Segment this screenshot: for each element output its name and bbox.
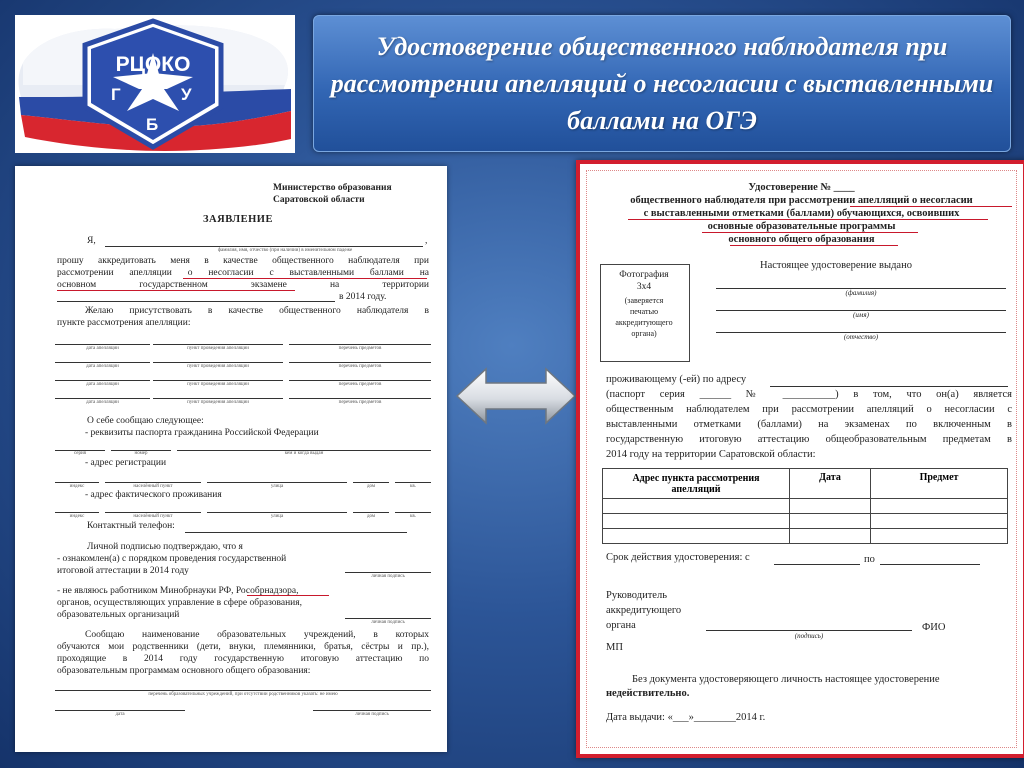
body-line-5: государственную итоговую аттестацию общеобразовательным предметам в bbox=[606, 434, 1012, 445]
inform-line-2: обучаются мои родственники (дети, внуки, племянники, братья, сёстры и пр.), bbox=[57, 642, 429, 652]
logo-letter-b: Б bbox=[146, 115, 159, 134]
para1-line-2: рассмотрении апелляции о несогласии с выставленными баллами на bbox=[57, 268, 429, 278]
certificate-heading: Удостоверение № ____ bbox=[748, 182, 855, 193]
table-header-address: Адрес пункта рассмотрения апелляций bbox=[603, 469, 790, 499]
body-line-3: общественным наблюдателем при рассмотрении апелляций о несогласии с bbox=[606, 404, 1012, 415]
confirm-line-1: Личной подписью подтверждаю, что я bbox=[87, 542, 243, 552]
ministry-line-2: Саратовской области bbox=[273, 195, 365, 205]
body-line-6: 2014 году на территории Саратовской области: bbox=[606, 449, 816, 460]
validity-label: Срок действия удостоверения: с bbox=[606, 552, 750, 563]
observer-certificate-document: Удостоверение № ____ общественного наблюдателя при рассмотрении апелляций о несогласии с выставленными отметками (баллами) обучающихся, освоивших основные образовательные программы основного общего образования Фотография 3х4 (заверяется печатью аккредитующего органа) Настоящее удостоверение выдано (фамилия) (имя) (отчество) проживающему (-ей) по адресу (паспорт серия ______ № __________) в том, что он(а) является общественным наблюдателем при рассмотрении апелляций о несогласии с выставленными отметками (баллами) на экзаменах по включенным в государственную итоговую аттестацию общеобразовательным предметам в 2014 году на территории Саратовской области: Адрес пункта рассмотрения апелляций Дата Предмет Срок действия удостоверения: с по Руководитель аккредитующего органа (подпись) ФИО МП Без документа удостоверяющего личность настоящее удостоверение недействительно. Дата выдачи: «___»________2014 г. bbox=[576, 160, 1024, 758]
head-line-1: Руководитель bbox=[606, 590, 667, 601]
certificate-sub-2: с выставленными отметками (баллами) обучающихся, освоивших bbox=[643, 208, 960, 219]
warning-text: Без документа удостоверяющего личность настоящее удостоверение bbox=[632, 674, 940, 685]
inform-line-3: проходящие в 2014 году государственную итоговую аттестацию по bbox=[57, 654, 429, 664]
body-line-4: выставленными отметками (баллами) на экзаменах по включенным в bbox=[606, 419, 1012, 430]
mp-label: МП bbox=[606, 642, 623, 653]
inform-line-4: образовательным программам основного общего образования: bbox=[57, 666, 311, 676]
table-header-subject: Предмет bbox=[871, 469, 1008, 499]
passport-label: - реквизиты паспорта гражданина Российской Федерации bbox=[85, 428, 319, 438]
not-employee-line-1: - не являюсь работником Минобрнауки РФ, Рособрнадзора, bbox=[57, 586, 299, 596]
fio-caption: фамилия, имя, отчество (при наличии) в именительном падеже bbox=[217, 248, 353, 253]
warning-invalid: недействительно. bbox=[606, 688, 690, 699]
not-employee-line-2: органов, осуществляющих управление в сфере образования, bbox=[57, 598, 303, 608]
not-employee-line-3: образовательных организаций bbox=[57, 610, 180, 620]
certificate-sub-1: общественного наблюдателя при рассмотрении апелляций о несогласии bbox=[630, 195, 973, 206]
certificate-sub-4: основного общего образования bbox=[728, 234, 875, 245]
reg-address-label: - адрес регистрации bbox=[85, 458, 167, 468]
ministry-line-1: Министерство образования bbox=[273, 183, 392, 193]
logo-letter-g: Г bbox=[111, 85, 121, 104]
para1-line-3: основном государственном экзамене на территории bbox=[57, 280, 429, 290]
issue-date: Дата выдачи: «___»________2014 г. bbox=[606, 712, 766, 723]
signature-caption: (подпись) bbox=[794, 632, 824, 640]
rcoko-logo bbox=[15, 15, 295, 153]
body-line-2: (паспорт серия ______ № __________) в том, что он(а) является bbox=[606, 389, 1012, 400]
double-arrow-icon bbox=[454, 366, 578, 426]
year-2014: в 2014 году. bbox=[339, 292, 387, 302]
validity-po: по bbox=[864, 554, 875, 565]
para1-line-1: прошу аккредитовать меня в качестве общественного наблюдателя при bbox=[57, 256, 429, 266]
head-line-3: органа bbox=[606, 620, 636, 631]
slide-title-box bbox=[313, 15, 1011, 152]
confirm-line-3: итоговой аттестации в 2014 году bbox=[57, 566, 189, 576]
about-self: О себе сообщаю следующее: bbox=[87, 416, 204, 426]
para2-line-1: Желаю присутствовать в качестве общественного наблюдателя в bbox=[85, 306, 429, 316]
issued-to: Настоящее удостоверение выдано bbox=[760, 260, 912, 271]
para2-line-2: пункте рассмотрения апелляции: bbox=[57, 318, 191, 328]
fact-address-label: - адрес фактического проживания bbox=[85, 490, 222, 500]
appeal-points-table bbox=[602, 468, 1008, 544]
slide-title: Удостоверение общественного наблюдателя при рассмотрении апелляций о несогласии с выставленными баллами на ОГЭ bbox=[330, 32, 994, 135]
head-line-2: аккредитующего bbox=[606, 605, 682, 616]
ya-label: Я, bbox=[87, 236, 96, 246]
fio-label: ФИО bbox=[922, 622, 946, 633]
table-header-date: Дата bbox=[790, 469, 871, 499]
confirm-line-2: - ознакомлен(а) с порядком проведения государственной bbox=[57, 554, 287, 564]
inform-line-1: Сообщаю наименование образовательных учреждений, в которых bbox=[85, 630, 429, 640]
logo-letter-u: У bbox=[181, 85, 192, 104]
phone-label: Контактный телефон: bbox=[87, 521, 175, 531]
application-heading: ЗАЯВЛЕНИЕ bbox=[203, 214, 273, 225]
logo-abbr: РЦОКО bbox=[115, 53, 191, 76]
body-line-1: проживающему (-ей) по адресу bbox=[606, 374, 747, 385]
application-form-document: Министерство образования Саратовской области ЗАЯВЛЕНИЕ Я, , фамилия, имя, отчество (при наличии) в именительном падеже прошу аккредитовать меня в качестве общественного наблюдателя при рассмотрении апелляции о несогласии с выставленными баллами на основном государственном экзамене на территории в 2014 году. Желаю присутствовать в качестве общественного наблюдателя в пункте рассмотрения апелляции: дата апелляции пункт проведения апелляции перечень предметов дата апелляции пункт проведения апелляции перечень предметов дата апелляции пункт проведения апелляции перечень предметов дата апелляции пункт проведения апелляции перечень предметов О себе сообщаю следующее: - реквизиты паспорта гражданина Российской Федерации серия номер кем и когда выдан - адрес регистрации индекс населённый пункт улица дом кв. - адрес фактического проживания индекс населённый пункт улица дом кв. Контактный телефон: Личной подписью подтверждаю, что я - ознакомлен(а) с порядком проведения государственной итоговой аттестации в 2014 году личная подпись - не являюсь работником Минобрнауки РФ, Рособрнадзора, органов, осуществляющих управление в сфере образования, образовательных организаций личная подпись Сообщаю наименование образовательных учреждений, в которых обучаются мои родственники (дети, внуки, племянники, братья, сёстры и пр.), проходящие в 2014 году государственную итоговую аттестацию по образовательным программам основного общего образования: перечень образовательных учреждений, при отсутствии родственников указать: не имею дата личная подпись bbox=[15, 166, 447, 752]
certificate-sub-3: основные образовательные программы bbox=[707, 221, 896, 232]
